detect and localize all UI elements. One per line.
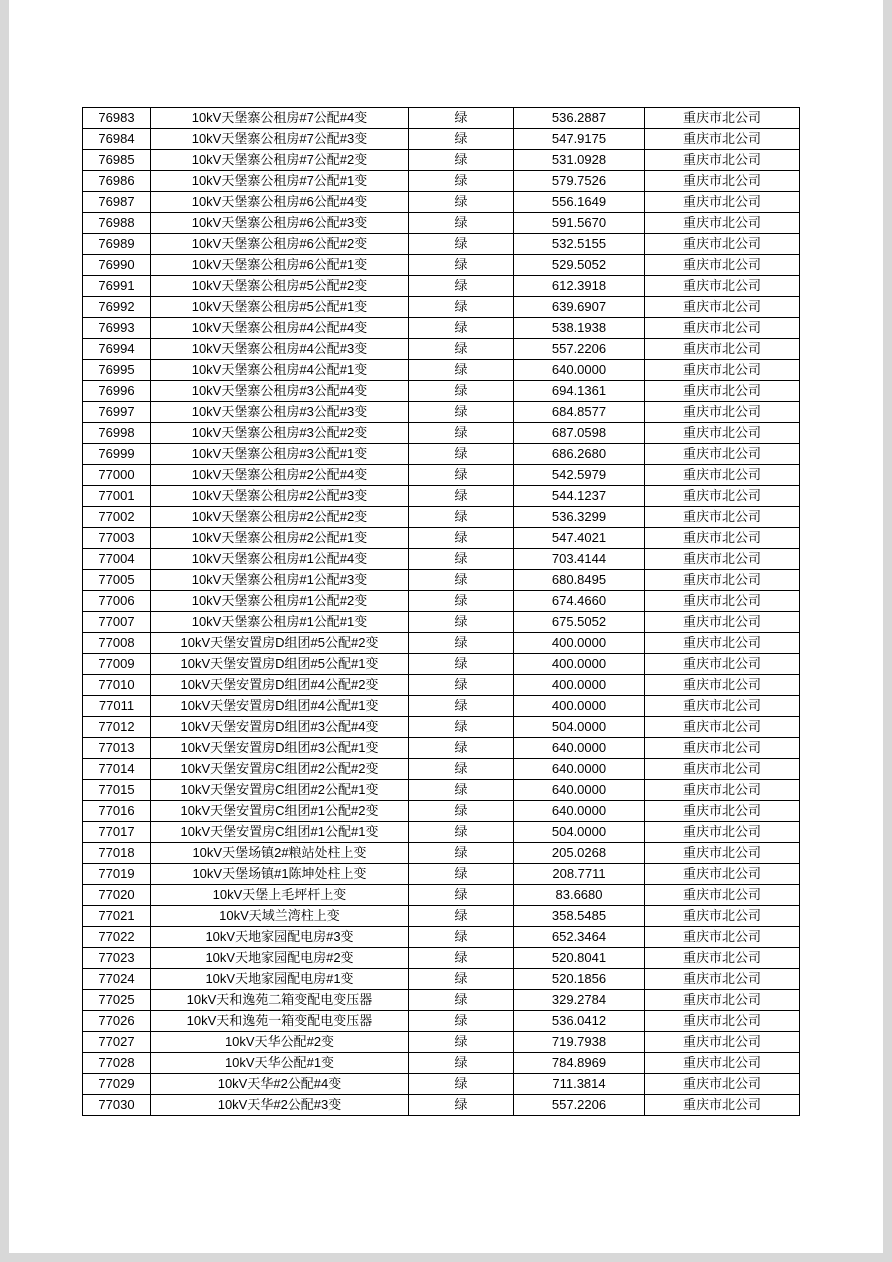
cell-capacity: 536.0412	[514, 1011, 645, 1032]
table-row	[83, 1032, 800, 1053]
table-row	[83, 486, 800, 507]
cell-id: 77022	[83, 927, 151, 948]
cell-company: 重庆市北公司	[645, 1095, 800, 1116]
cell-id: 77028	[83, 1053, 151, 1074]
table-row	[83, 696, 800, 717]
cell-capacity: 520.1856	[514, 969, 645, 990]
cell-company: 重庆市北公司	[645, 360, 800, 381]
cell-device-name: 10kV天堡寨公租房#3公配#1变	[151, 444, 409, 465]
cell-company: 重庆市北公司	[645, 633, 800, 654]
cell-status: 绿	[409, 591, 514, 612]
table-row	[83, 129, 800, 150]
cell-capacity: 520.8041	[514, 948, 645, 969]
cell-status: 绿	[409, 213, 514, 234]
cell-company: 重庆市北公司	[645, 171, 800, 192]
cell-company: 重庆市北公司	[645, 297, 800, 318]
cell-company: 重庆市北公司	[645, 528, 800, 549]
cell-status: 绿	[409, 360, 514, 381]
cell-id: 77001	[83, 486, 151, 507]
cell-device-name: 10kV天堡安置房C组团#2公配#1变	[151, 780, 409, 801]
cell-company: 重庆市北公司	[645, 759, 800, 780]
cell-capacity: 703.4144	[514, 549, 645, 570]
cell-status: 绿	[409, 1095, 514, 1116]
table-row	[83, 612, 800, 633]
cell-status: 绿	[409, 717, 514, 738]
cell-capacity: 531.0928	[514, 150, 645, 171]
cell-id: 76996	[83, 381, 151, 402]
cell-capacity: 652.3464	[514, 927, 645, 948]
cell-status: 绿	[409, 906, 514, 927]
cell-company: 重庆市北公司	[645, 108, 800, 129]
cell-device-name: 10kV天华公配#2变	[151, 1032, 409, 1053]
cell-id: 77024	[83, 969, 151, 990]
table-row	[83, 864, 800, 885]
cell-company: 重庆市北公司	[645, 213, 800, 234]
cell-capacity: 784.8969	[514, 1053, 645, 1074]
cell-id: 77006	[83, 591, 151, 612]
cell-id: 77021	[83, 906, 151, 927]
table-row	[83, 360, 800, 381]
cell-capacity: 542.5979	[514, 465, 645, 486]
cell-company: 重庆市北公司	[645, 549, 800, 570]
cell-id: 77009	[83, 654, 151, 675]
cell-company: 重庆市北公司	[645, 1053, 800, 1074]
table-row	[83, 276, 800, 297]
table-row	[83, 108, 800, 129]
cell-id: 77029	[83, 1074, 151, 1095]
table-row	[83, 423, 800, 444]
cell-device-name: 10kV天堡安置房D组团#3公配#4变	[151, 717, 409, 738]
table-row	[83, 843, 800, 864]
cell-status: 绿	[409, 654, 514, 675]
cell-id: 76993	[83, 318, 151, 339]
cell-company: 重庆市北公司	[645, 150, 800, 171]
cell-company: 重庆市北公司	[645, 969, 800, 990]
table-row	[83, 1011, 800, 1032]
cell-id: 77016	[83, 801, 151, 822]
table-row	[83, 822, 800, 843]
table-row	[83, 591, 800, 612]
cell-capacity: 719.7938	[514, 1032, 645, 1053]
cell-capacity: 612.3918	[514, 276, 645, 297]
cell-status: 绿	[409, 486, 514, 507]
cell-status: 绿	[409, 339, 514, 360]
cell-company: 重庆市北公司	[645, 192, 800, 213]
table-row	[83, 759, 800, 780]
cell-device-name: 10kV天堡寨公租房#2公配#4变	[151, 465, 409, 486]
cell-company: 重庆市北公司	[645, 255, 800, 276]
cell-id: 76998	[83, 423, 151, 444]
cell-id: 77015	[83, 780, 151, 801]
cell-status: 绿	[409, 549, 514, 570]
cell-device-name: 10kV天堡安置房C组团#1公配#1变	[151, 822, 409, 843]
cell-device-name: 10kV天堡寨公租房#2公配#2变	[151, 507, 409, 528]
cell-status: 绿	[409, 570, 514, 591]
cell-device-name: 10kV天华公配#1变	[151, 1053, 409, 1074]
cell-device-name: 10kV天堡寨公租房#1公配#4变	[151, 549, 409, 570]
cell-capacity: 711.3814	[514, 1074, 645, 1095]
table-row	[83, 297, 800, 318]
table-row	[83, 675, 800, 696]
cell-status: 绿	[409, 507, 514, 528]
cell-id: 76995	[83, 360, 151, 381]
cell-id: 77010	[83, 675, 151, 696]
cell-company: 重庆市北公司	[645, 948, 800, 969]
cell-status: 绿	[409, 864, 514, 885]
cell-id: 76991	[83, 276, 151, 297]
cell-id: 77005	[83, 570, 151, 591]
cell-id: 77003	[83, 528, 151, 549]
cell-company: 重庆市北公司	[645, 1032, 800, 1053]
cell-status: 绿	[409, 423, 514, 444]
cell-company: 重庆市北公司	[645, 780, 800, 801]
cell-device-name: 10kV天堡寨公租房#1公配#2变	[151, 591, 409, 612]
table-row	[83, 507, 800, 528]
cell-id: 76984	[83, 129, 151, 150]
cell-capacity: 529.5052	[514, 255, 645, 276]
cell-company: 重庆市北公司	[645, 570, 800, 591]
table-row	[83, 318, 800, 339]
table-row	[83, 633, 800, 654]
cell-id: 76987	[83, 192, 151, 213]
cell-id: 77019	[83, 864, 151, 885]
cell-company: 重庆市北公司	[645, 864, 800, 885]
table-row	[83, 255, 800, 276]
cell-device-name: 10kV天地家园配电房#2变	[151, 948, 409, 969]
cell-status: 绿	[409, 633, 514, 654]
cell-company: 重庆市北公司	[645, 129, 800, 150]
table-row	[83, 927, 800, 948]
cell-id: 77004	[83, 549, 151, 570]
cell-status: 绿	[409, 1053, 514, 1074]
cell-device-name: 10kV天地家园配电房#3变	[151, 927, 409, 948]
table-row	[83, 1074, 800, 1095]
table-row	[83, 1053, 800, 1074]
cell-id: 76990	[83, 255, 151, 276]
cell-device-name: 10kV天堡寨公租房#6公配#4变	[151, 192, 409, 213]
cell-capacity: 557.2206	[514, 1095, 645, 1116]
cell-capacity: 400.0000	[514, 654, 645, 675]
cell-device-name: 10kV天堡场镇2#粮站处柱上变	[151, 843, 409, 864]
cell-status: 绿	[409, 234, 514, 255]
table-row	[83, 780, 800, 801]
table-row	[83, 171, 800, 192]
cell-capacity: 547.9175	[514, 129, 645, 150]
cell-id: 77008	[83, 633, 151, 654]
cell-device-name: 10kV天堡寨公租房#7公配#3变	[151, 129, 409, 150]
cell-capacity: 674.4660	[514, 591, 645, 612]
cell-capacity: 579.7526	[514, 171, 645, 192]
cell-capacity: 547.4021	[514, 528, 645, 549]
cell-capacity: 208.7711	[514, 864, 645, 885]
cell-device-name: 10kV天堡寨公租房#3公配#2变	[151, 423, 409, 444]
table-row	[83, 465, 800, 486]
cell-id: 77018	[83, 843, 151, 864]
cell-status: 绿	[409, 675, 514, 696]
cell-device-name: 10kV天堡寨公租房#7公配#4变	[151, 108, 409, 129]
cell-company: 重庆市北公司	[645, 591, 800, 612]
cell-capacity: 687.0598	[514, 423, 645, 444]
table-row	[83, 948, 800, 969]
cell-status: 绿	[409, 927, 514, 948]
cell-device-name: 10kV天堡寨公租房#5公配#2变	[151, 276, 409, 297]
cell-device-name: 10kV天堡安置房C组团#2公配#2变	[151, 759, 409, 780]
cell-status: 绿	[409, 843, 514, 864]
cell-company: 重庆市北公司	[645, 885, 800, 906]
cell-id: 77012	[83, 717, 151, 738]
cell-status: 绿	[409, 759, 514, 780]
table-row	[83, 234, 800, 255]
table-row	[83, 990, 800, 1011]
cell-device-name: 10kV天堡寨公租房#2公配#1变	[151, 528, 409, 549]
cell-id: 77030	[83, 1095, 151, 1116]
cell-capacity: 556.1649	[514, 192, 645, 213]
cell-status: 绿	[409, 528, 514, 549]
table-row	[83, 906, 800, 927]
cell-capacity: 639.6907	[514, 297, 645, 318]
cell-device-name: 10kV天堡寨公租房#5公配#1变	[151, 297, 409, 318]
table-row	[83, 402, 800, 423]
table-row	[83, 570, 800, 591]
table-row	[83, 150, 800, 171]
cell-device-name: 10kV天堡寨公租房#4公配#3变	[151, 339, 409, 360]
cell-status: 绿	[409, 738, 514, 759]
cell-capacity: 640.0000	[514, 801, 645, 822]
cell-device-name: 10kV天堡安置房D组团#4公配#2变	[151, 675, 409, 696]
cell-status: 绿	[409, 297, 514, 318]
cell-capacity: 532.5155	[514, 234, 645, 255]
cell-company: 重庆市北公司	[645, 906, 800, 927]
cell-device-name: 10kV天堡寨公租房#1公配#3变	[151, 570, 409, 591]
cell-id: 76997	[83, 402, 151, 423]
cell-company: 重庆市北公司	[645, 927, 800, 948]
cell-status: 绿	[409, 1074, 514, 1095]
cell-company: 重庆市北公司	[645, 339, 800, 360]
cell-capacity: 640.0000	[514, 360, 645, 381]
table-row	[83, 381, 800, 402]
table-row	[83, 885, 800, 906]
cell-capacity: 504.0000	[514, 717, 645, 738]
cell-status: 绿	[409, 990, 514, 1011]
cell-device-name: 10kV天堡寨公租房#4公配#1变	[151, 360, 409, 381]
transformer-table-body	[83, 108, 800, 1116]
cell-id: 77027	[83, 1032, 151, 1053]
cell-device-name: 10kV天和逸苑二箱变配电变压器	[151, 990, 409, 1011]
cell-capacity: 640.0000	[514, 780, 645, 801]
cell-capacity: 205.0268	[514, 843, 645, 864]
cell-company: 重庆市北公司	[645, 507, 800, 528]
cell-device-name: 10kV天堡寨公租房#2公配#3变	[151, 486, 409, 507]
cell-company: 重庆市北公司	[645, 696, 800, 717]
cell-company: 重庆市北公司	[645, 234, 800, 255]
cell-device-name: 10kV天地家园配电房#1变	[151, 969, 409, 990]
cell-device-name: 10kV天堡寨公租房#6公配#1变	[151, 255, 409, 276]
cell-company: 重庆市北公司	[645, 675, 800, 696]
cell-status: 绿	[409, 402, 514, 423]
cell-id: 76999	[83, 444, 151, 465]
cell-capacity: 640.0000	[514, 759, 645, 780]
table-row	[83, 1095, 800, 1116]
cell-device-name: 10kV天堡寨公租房#7公配#1变	[151, 171, 409, 192]
cell-id: 76986	[83, 171, 151, 192]
cell-id: 77002	[83, 507, 151, 528]
cell-capacity: 557.2206	[514, 339, 645, 360]
table-row	[83, 738, 800, 759]
cell-id: 76988	[83, 213, 151, 234]
cell-id: 77023	[83, 948, 151, 969]
cell-company: 重庆市北公司	[645, 822, 800, 843]
cell-capacity: 686.2680	[514, 444, 645, 465]
cell-device-name: 10kV天和逸苑一箱变配电变压器	[151, 1011, 409, 1032]
cell-id: 76992	[83, 297, 151, 318]
cell-capacity: 675.5052	[514, 612, 645, 633]
cell-capacity: 83.6680	[514, 885, 645, 906]
cell-status: 绿	[409, 108, 514, 129]
cell-company: 重庆市北公司	[645, 654, 800, 675]
cell-status: 绿	[409, 612, 514, 633]
cell-status: 绿	[409, 1011, 514, 1032]
cell-capacity: 400.0000	[514, 633, 645, 654]
cell-capacity: 400.0000	[514, 696, 645, 717]
cell-status: 绿	[409, 885, 514, 906]
table-row	[83, 339, 800, 360]
cell-device-name: 10kV天堡寨公租房#7公配#2变	[151, 150, 409, 171]
cell-id: 77020	[83, 885, 151, 906]
cell-company: 重庆市北公司	[645, 276, 800, 297]
cell-capacity: 680.8495	[514, 570, 645, 591]
cell-status: 绿	[409, 801, 514, 822]
cell-id: 77011	[83, 696, 151, 717]
cell-capacity: 400.0000	[514, 675, 645, 696]
cell-device-name: 10kV天堡寨公租房#6公配#3变	[151, 213, 409, 234]
cell-device-name: 10kV天堡寨公租房#6公配#2变	[151, 234, 409, 255]
cell-company: 重庆市北公司	[645, 843, 800, 864]
cell-id: 77000	[83, 465, 151, 486]
table-row	[83, 192, 800, 213]
cell-capacity: 684.8577	[514, 402, 645, 423]
cell-capacity: 536.2887	[514, 108, 645, 129]
cell-company: 重庆市北公司	[645, 801, 800, 822]
cell-id: 77014	[83, 759, 151, 780]
cell-device-name: 10kV天堡上毛坪杆上变	[151, 885, 409, 906]
cell-id: 76985	[83, 150, 151, 171]
cell-company: 重庆市北公司	[645, 465, 800, 486]
cell-status: 绿	[409, 255, 514, 276]
cell-company: 重庆市北公司	[645, 1074, 800, 1095]
cell-device-name: 10kV天堡寨公租房#3公配#3变	[151, 402, 409, 423]
cell-status: 绿	[409, 381, 514, 402]
cell-company: 重庆市北公司	[645, 612, 800, 633]
cell-status: 绿	[409, 780, 514, 801]
cell-device-name: 10kV天堡寨公租房#1公配#1变	[151, 612, 409, 633]
cell-device-name: 10kV天堡寨公租房#3公配#4变	[151, 381, 409, 402]
cell-status: 绿	[409, 969, 514, 990]
table-row	[83, 717, 800, 738]
cell-capacity: 544.1237	[514, 486, 645, 507]
cell-company: 重庆市北公司	[645, 381, 800, 402]
cell-id: 76989	[83, 234, 151, 255]
cell-device-name: 10kV天堡安置房D组团#4公配#1变	[151, 696, 409, 717]
cell-id: 76994	[83, 339, 151, 360]
cell-capacity: 358.5485	[514, 906, 645, 927]
cell-capacity: 591.5670	[514, 213, 645, 234]
cell-status: 绿	[409, 171, 514, 192]
cell-capacity: 536.3299	[514, 507, 645, 528]
cell-id: 77025	[83, 990, 151, 1011]
cell-company: 重庆市北公司	[645, 738, 800, 759]
table-row	[83, 213, 800, 234]
cell-status: 绿	[409, 444, 514, 465]
transformer-table	[82, 107, 800, 1116]
cell-status: 绿	[409, 276, 514, 297]
cell-company: 重庆市北公司	[645, 423, 800, 444]
cell-device-name: 10kV天堡安置房C组团#1公配#2变	[151, 801, 409, 822]
cell-status: 绿	[409, 465, 514, 486]
cell-device-name: 10kV天域兰湾柱上变	[151, 906, 409, 927]
cell-capacity: 694.1361	[514, 381, 645, 402]
cell-device-name: 10kV天堡安置房D组团#3公配#1变	[151, 738, 409, 759]
cell-company: 重庆市北公司	[645, 717, 800, 738]
cell-id: 77026	[83, 1011, 151, 1032]
cell-status: 绿	[409, 318, 514, 339]
cell-id: 77007	[83, 612, 151, 633]
table-row	[83, 801, 800, 822]
cell-company: 重庆市北公司	[645, 402, 800, 423]
cell-company: 重庆市北公司	[645, 1011, 800, 1032]
cell-device-name: 10kV天堡安置房D组团#5公配#1变	[151, 654, 409, 675]
cell-device-name: 10kV天堡寨公租房#4公配#4变	[151, 318, 409, 339]
cell-id: 77013	[83, 738, 151, 759]
cell-id: 77017	[83, 822, 151, 843]
cell-device-name: 10kV天堡安置房D组团#5公配#2变	[151, 633, 409, 654]
table-row	[83, 444, 800, 465]
cell-company: 重庆市北公司	[645, 318, 800, 339]
cell-status: 绿	[409, 948, 514, 969]
cell-status: 绿	[409, 1032, 514, 1053]
cell-status: 绿	[409, 696, 514, 717]
cell-capacity: 329.2784	[514, 990, 645, 1011]
cell-capacity: 538.1938	[514, 318, 645, 339]
cell-status: 绿	[409, 150, 514, 171]
cell-company: 重庆市北公司	[645, 444, 800, 465]
cell-capacity: 504.0000	[514, 822, 645, 843]
cell-company: 重庆市北公司	[645, 486, 800, 507]
table-row	[83, 549, 800, 570]
table-row	[83, 528, 800, 549]
cell-company: 重庆市北公司	[645, 990, 800, 1011]
cell-device-name: 10kV天华#2公配#3变	[151, 1095, 409, 1116]
cell-id: 76983	[83, 108, 151, 129]
cell-status: 绿	[409, 192, 514, 213]
table-row	[83, 969, 800, 990]
cell-device-name: 10kV天堡场镇#1陈坤处柱上变	[151, 864, 409, 885]
table-row	[83, 654, 800, 675]
cell-status: 绿	[409, 129, 514, 150]
cell-device-name: 10kV天华#2公配#4变	[151, 1074, 409, 1095]
cell-status: 绿	[409, 822, 514, 843]
cell-capacity: 640.0000	[514, 738, 645, 759]
